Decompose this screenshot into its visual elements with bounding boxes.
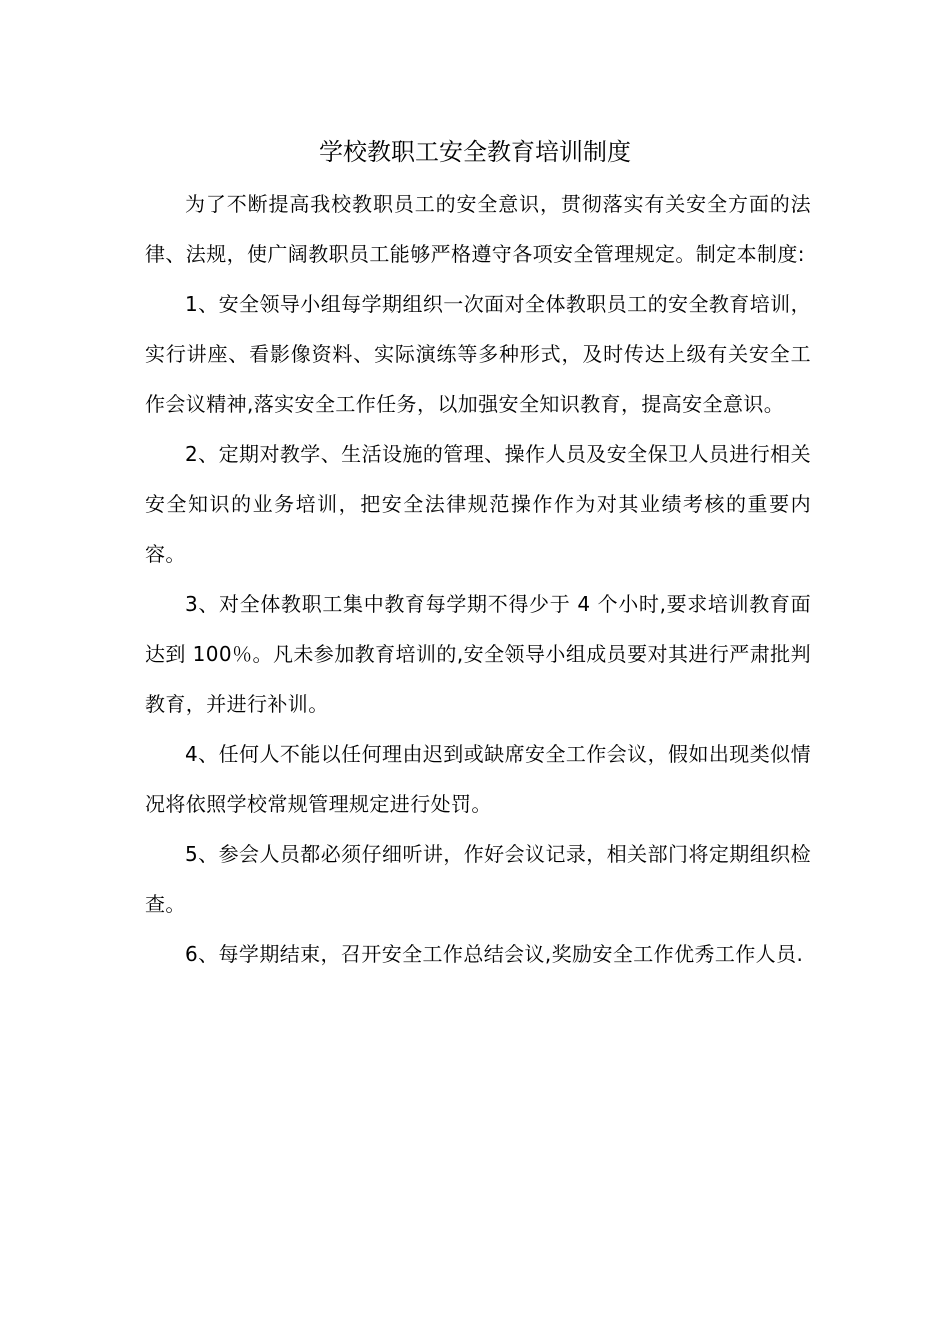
rule-paragraph-5: 5、参会人员都必须仔细听讲，作好会议记录，相关部门将定期组织检查。	[145, 842, 811, 916]
rule-paragraph-3: 3、对全体教职工集中教育每学期不得少于 4 个小时,要求培训教育面达到 100％。凡未参加教育培训的,安全领导小组成员要对其进行严肃批判教育，并进行补训。	[145, 592, 811, 716]
rule-paragraph-6: 6、每学期结束，召开安全工作总结会议,奖励安全工作优秀工作人员.	[185, 942, 804, 966]
document-body	[145, 179, 811, 979]
rule-paragraph-1: 1、安全领导小组每学期组织一次面对全体教职员工的安全教育培训，实行讲座、看影像资料、实际演练等多种形式，及时传达上级有关安全工作会议精神,落实安全工作任务，以加强安全知识教育，提高安全意识。	[145, 292, 811, 416]
document-title: 学校教职工安全教育培训制度	[319, 138, 631, 166]
rule-paragraph-2: 2、定期对教学、生活设施的管理、操作人员及安全保卫人员进行相关安全知识的业务培训，把安全法律规范操作作为对其业绩考核的重要内容。	[145, 442, 811, 566]
intro-paragraph: 为了不断提高我校教职员工的安全意识，贯彻落实有关安全方面的法律、法规，使广阔教职员工能够严格遵守各项安全管理规定。制定本制度:	[145, 192, 811, 266]
rule-paragraph-4: 4、任何人不能以任何理由迟到或缺席安全工作会议，假如出现类似情况将依照学校常规管理规定进行处罚。	[145, 742, 811, 816]
